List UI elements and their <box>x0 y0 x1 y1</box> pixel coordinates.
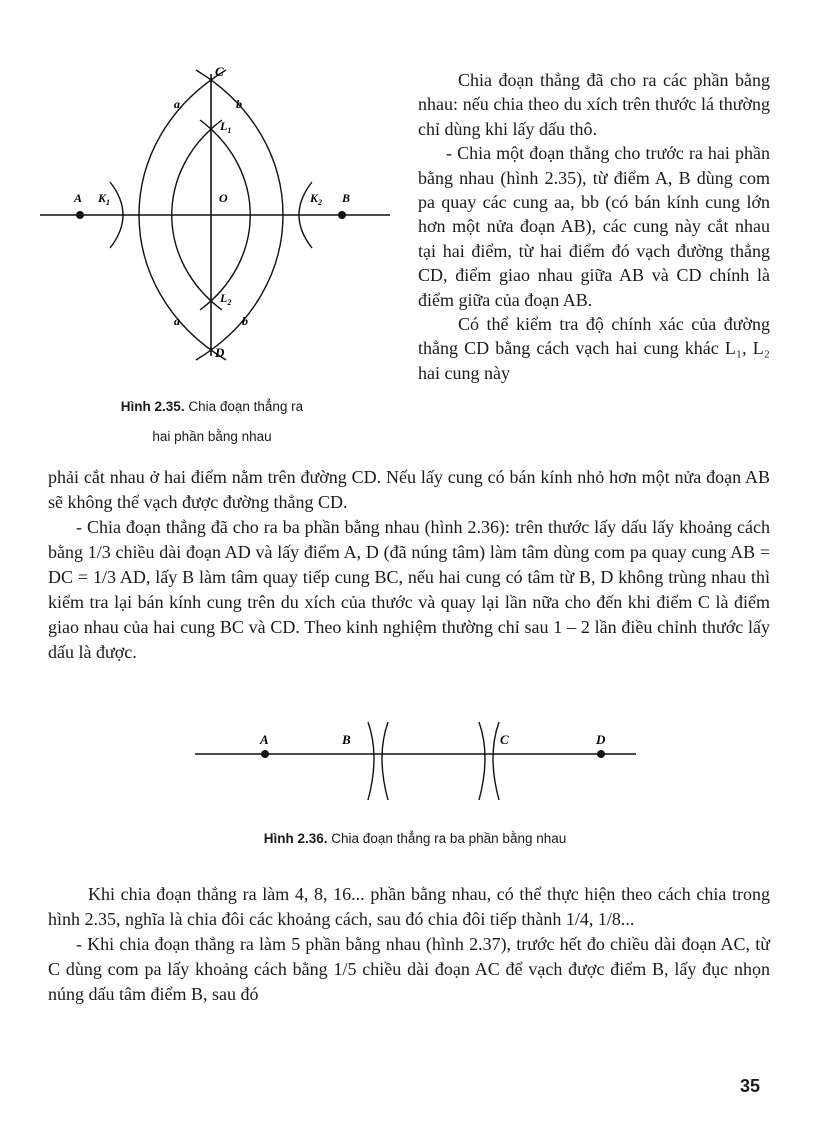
point-d <box>597 750 605 758</box>
label-k2: $K_2$ <box>310 191 323 207</box>
label-d: D <box>215 345 225 360</box>
label-c: C <box>215 64 224 79</box>
paragraph-6: - Khi chia đoạn thẳng ra làm 5 phần bằng nhau (hình 2.37), trước hết đo chiều dài đoạn AC, từ C dùng com pa lấy khoảng cách bằng 1/5 chiều dài đoạn AC để vạch được điểm B, lấy đục nhọn núng dấu tâm điểm B, sau đó <box>48 934 770 1004</box>
body-text-2 <box>48 882 770 1007</box>
arc-b-2 <box>382 722 388 800</box>
body-text-1 <box>48 465 770 665</box>
figure-2-35 <box>40 60 390 365</box>
label-a-top: a <box>174 97 180 111</box>
caption-label: Hình 2.36. <box>263 831 328 846</box>
paragraph-2: - Chia một đoạn thẳng cho trước ra hai phần bằng nhau (hình 2.35), từ điểm A, B dùng com pa quay các cung aa, bb (có bán kính cung lớn hơn một nửa đoạn AB), các cung này cắt nhau tại hai điểm, từ hai điểm đó vạch đường thẳng CD, điểm giao nhau giữa AB và CD chính là điểm giữa của đoạn AB. <box>418 143 770 310</box>
point-a <box>261 750 269 758</box>
figure-2-36 <box>190 718 640 806</box>
label-l2: $L_2$ <box>220 291 232 307</box>
page-number: 35 <box>740 1076 761 1096</box>
point-a <box>76 211 84 219</box>
label-o: O <box>219 191 228 205</box>
paragraph-3: Có thể kiểm tra độ chính xác của đường thẳng CD bằng cách vạch hai cung khác L₁, L₂ hai cung này <box>418 314 770 383</box>
point-b <box>338 211 346 219</box>
label-a-bot: a <box>174 314 180 328</box>
arc-b-1 <box>368 722 374 800</box>
label-l1: $L_1$ <box>220 119 232 135</box>
label-b: B <box>342 191 351 205</box>
figure-2-36-caption <box>200 832 630 846</box>
label-a: A <box>260 732 269 747</box>
label-b: B <box>342 732 351 747</box>
right-column-text <box>418 68 770 385</box>
paragraph-5: Khi chia đoạn thẳng ra làm 4, 8, 16... phần bằng nhau, có thể thực hiện theo cách chia trong hình 2.35, nghĩa là chia đôi các khoảng cách, sau đó chia đôi tiếp thành 1/4, 1/8... <box>48 884 770 929</box>
label-b-bot: b <box>242 314 248 328</box>
caption-text: Chia đoạn thẳng ra ba phần bằng nhau <box>331 831 567 846</box>
label-k1: $K_1$ <box>98 191 111 207</box>
paragraph-continuation: phải cắt nhau ở hai điểm nằm trên đường CD. Nếu lấy cung có bán kính nhỏ hơn một nửa đoạn AB sẽ không thể vạch được đường thẳng CD. <box>48 467 770 512</box>
arc-c-2 <box>493 722 499 800</box>
label-d: D <box>596 732 606 747</box>
figure-2-35-caption <box>62 400 362 414</box>
label-b-top: b <box>236 97 242 111</box>
label-a: A <box>74 191 83 205</box>
label-c: C <box>500 732 509 747</box>
paragraph-4: - Chia đoạn thẳng đã cho ra ba phần bằng nhau (hình 2.36): trên thước lấy dấu lấy khoảng cách bằng 1/3 chiều dài đoạn AD và lấy điểm A, D (đã núng tâm) làm tâm dùng com pa quay cung AB = DC = 1/3 AD, lấy B làm tâm quay tiếp cung BC, nếu hai cung có tâm từ B, D không trùng nhau thì kiểm tra lại bán kính cung trên du xích của thước và quay lại lần nữa cho đến khi điểm C là điểm giao nhau của hai cung BC và CD. Theo kinh nghiệm thường chỉ sau 1 – 2 lần điều chỉnh thước lấy dấu là được. <box>48 517 770 662</box>
caption-text: Chia đoạn thẳng ra <box>188 399 304 414</box>
arc-c-1 <box>479 722 485 800</box>
paragraph-1: Chia đoạn thẳng đã cho ra các phần bằng nhau: nếu chia theo du xích trên thước lá thường chỉ dùng khi lấy dấu thô. <box>418 70 770 139</box>
figure-2-35-caption-line2: hai phần bằng nhau <box>152 429 272 444</box>
caption-label: Hình 2.35. <box>120 399 185 414</box>
